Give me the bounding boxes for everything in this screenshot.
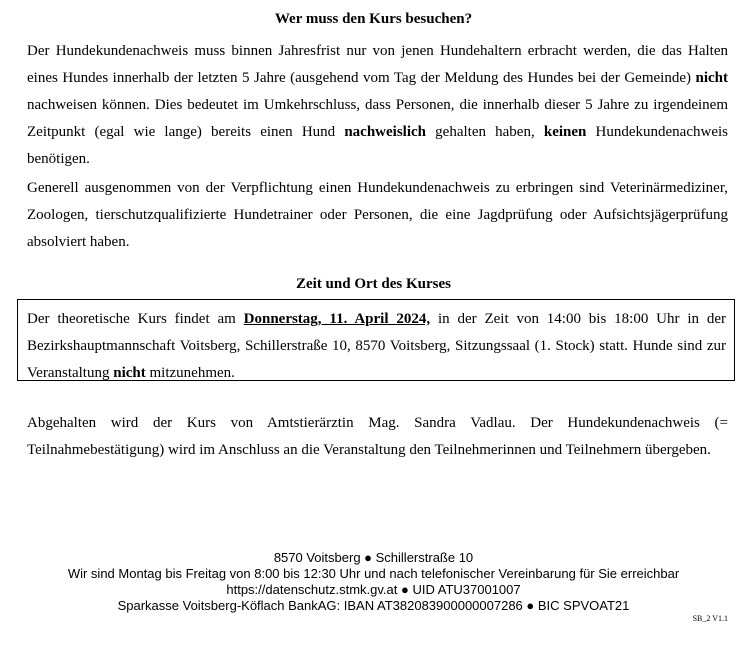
paragraph-text: nachweisen können. Dies bedeutet im Umkehrschluss, dass Personen, die innerhalb dieser 5 Jahre zu irgendeinem Zeitpunkt (egal wie lange) bereits einen Hund [27,97,728,140]
version-label: SB_2 V1.1 [692,614,728,623]
paragraph-text: gehalten haben, [426,124,544,140]
emphasis-keinen: keinen [543,124,587,140]
paragraph-text: in der Zeit von 14:00 bis 18:00 Uhr in der Bezirkshauptmannschaft Voitsberg, Schillerstraße 10, 8570 Voitsberg, Sitzungssaal (1. Stock) statt. Hunde sind zur Veranstaltung [27,311,726,381]
emphasis-nachweislich: nachweislich [344,124,427,140]
paragraph-course-details [27,306,726,387]
paragraph-text: Der theoretische Kurs findet am [27,311,244,327]
paragraph-text: Der Hundekundenachweis muss binnen Jahresfrist nur von jenen Hundehaltern erbracht werden, die das Halten eines Hundes innerhalb der letzten 5 Jahre (ausgehend vom Tag der Meldung des Hundes bei der Gemeinde) [27,43,728,86]
footer-hours: Wir sind Montag bis Freitag von 8:00 bis 12:30 Uhr und nach telefonischer Vereinbarung für Sie erreichbar [67,566,680,581]
footer-address: 8570 Voitsberg ● Schillerstraße 10 [273,550,474,565]
section-heading-zeit-ort: Zeit und Ort des Kurses [295,276,451,292]
course-date: Donnerstag, 11. April 2024, [243,311,431,327]
paragraph-exemptions: Generell ausgenommen von der Verpflichtung einen Hundekundenachweis zu erbringen sind Veterinärmediziner, Zoologen, tierschutzqualifizierte Hundetrainer oder Personen, die eine Jagdprüfung oder Aufsichtsjägerprüfung absolviert haben. [27,180,728,250]
course-info-box [17,299,735,381]
paragraph-instructor: Abgehalten wird der Kurs von Amtstierärztin Mag. Sandra Vadlau. Der Hundekundenachweis (= Teilnahmebestätigung) wird im Anschluss an die Veranstaltung den Teilnehmerinnen und Teilnehmern übergeben. [27,415,728,458]
footer-privacy-uid: https://datenschutz.stmk.gv.at ● UID ATU37001007 [226,582,521,597]
paragraph-text: mitzunehmen. [145,365,235,381]
footer-bank: Sparkasse Voitsberg-Köflach BankAG: IBAN AT382083900000007286 ● BIC SPVOAT21 [117,598,630,613]
emphasis-nicht: nicht [113,365,146,381]
emphasis-nicht: nicht [695,70,728,86]
section-heading-wer-muss: Wer muss den Kurs besuchen? [274,11,473,27]
paragraph-requirement [27,38,728,173]
paragraph-text: Hundekundenachweis benötigen. [27,124,728,167]
